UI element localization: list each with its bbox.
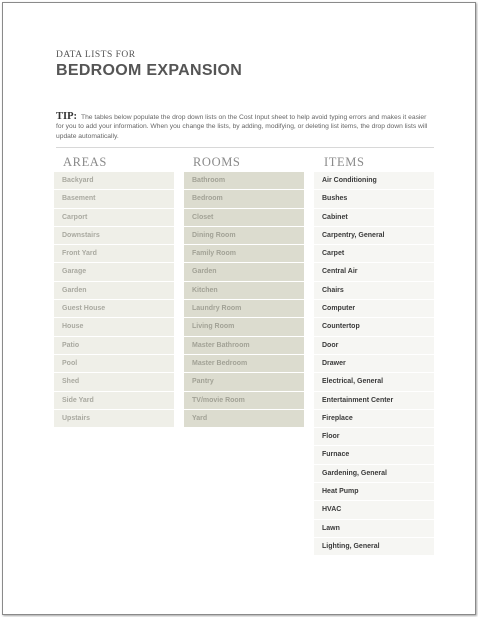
- item-list-item[interactable]: Computer: [314, 300, 434, 317]
- item-list-item[interactable]: Chairs: [314, 282, 434, 299]
- room-list-item[interactable]: Dining Room: [184, 227, 304, 244]
- item-list-item[interactable]: Entertainment Center: [314, 392, 434, 409]
- item-list-item[interactable]: Floor: [314, 428, 434, 445]
- room-list-item[interactable]: Bedroom: [184, 190, 304, 207]
- item-list-item[interactable]: Bushes: [314, 190, 434, 207]
- item-list-item[interactable]: Air Conditioning: [314, 172, 434, 189]
- room-list-item[interactable]: Kitchen: [184, 282, 304, 299]
- area-list-item[interactable]: Basement: [54, 190, 174, 207]
- area-list-item[interactable]: Downstairs: [54, 227, 174, 244]
- document-subtitle: DATA LISTS FOR: [56, 50, 136, 60]
- tip-label: TIP:: [56, 111, 77, 122]
- room-list-item[interactable]: Family Room: [184, 245, 304, 262]
- area-list-item[interactable]: Backyard: [54, 172, 174, 189]
- area-list-item[interactable]: Upstairs: [54, 410, 174, 427]
- area-list-item[interactable]: Garden: [54, 282, 174, 299]
- item-list-item[interactable]: Cabinet: [314, 209, 434, 226]
- item-list-item[interactable]: Lighting, General: [314, 538, 434, 555]
- room-list-item[interactable]: Master Bathroom: [184, 337, 304, 354]
- room-list-item[interactable]: Closet: [184, 209, 304, 226]
- items-list: [314, 172, 434, 556]
- room-list-item[interactable]: Master Bedroom: [184, 355, 304, 372]
- items-heading: ITEMS: [324, 155, 365, 169]
- item-list-item[interactable]: HVAC: [314, 501, 434, 518]
- item-list-item[interactable]: Countertop: [314, 318, 434, 335]
- room-list-item[interactable]: Garden: [184, 263, 304, 280]
- rooms-list: [184, 172, 304, 428]
- area-list-item[interactable]: Shed: [54, 373, 174, 390]
- room-list-item[interactable]: Yard: [184, 410, 304, 427]
- room-list-item[interactable]: TV/movie Room: [184, 392, 304, 409]
- room-list-item[interactable]: Bathroom: [184, 172, 304, 189]
- item-list-item[interactable]: Lawn: [314, 520, 434, 537]
- item-list-item[interactable]: Drawer: [314, 355, 434, 372]
- area-list-item[interactable]: Guest House: [54, 300, 174, 317]
- area-list-item[interactable]: Carport: [54, 209, 174, 226]
- document-title: BEDROOM EXPANSION: [56, 62, 243, 79]
- item-list-item[interactable]: Fireplace: [314, 410, 434, 427]
- areas-heading: AREAS: [63, 155, 107, 169]
- tip-text: The tables below populate the drop down lists on the Cost Input sheet to help avoid typing errors and makes it easier for you to add your information. When you change the lists, by adding, modifying, or deleting list items, the drop down lists will update automatically.: [56, 114, 428, 140]
- item-list-item[interactable]: Door: [314, 337, 434, 354]
- item-list-item[interactable]: Central Air: [314, 263, 434, 280]
- area-list-item[interactable]: Side Yard: [54, 392, 174, 409]
- area-list-item[interactable]: Garage: [54, 263, 174, 280]
- room-list-item[interactable]: Laundry Room: [184, 300, 304, 317]
- item-list-item[interactable]: Carpet: [314, 245, 434, 262]
- item-list-item[interactable]: Electrical, General: [314, 373, 434, 390]
- areas-list: [54, 172, 174, 428]
- section-divider: [56, 147, 434, 148]
- item-list-item[interactable]: Carpentry, General: [314, 227, 434, 244]
- room-list-item[interactable]: Living Room: [184, 318, 304, 335]
- item-list-item[interactable]: Gardening, General: [314, 465, 434, 482]
- room-list-item[interactable]: Pantry: [184, 373, 304, 390]
- item-list-item[interactable]: Heat Pump: [314, 483, 434, 500]
- area-list-item[interactable]: House: [54, 318, 174, 335]
- item-list-item[interactable]: Furnace: [314, 446, 434, 463]
- area-list-item[interactable]: Front Yard: [54, 245, 174, 262]
- tip-paragraph: [56, 112, 434, 141]
- area-list-item[interactable]: Pool: [54, 355, 174, 372]
- rooms-heading: ROOMS: [193, 155, 241, 169]
- area-list-item[interactable]: Patio: [54, 337, 174, 354]
